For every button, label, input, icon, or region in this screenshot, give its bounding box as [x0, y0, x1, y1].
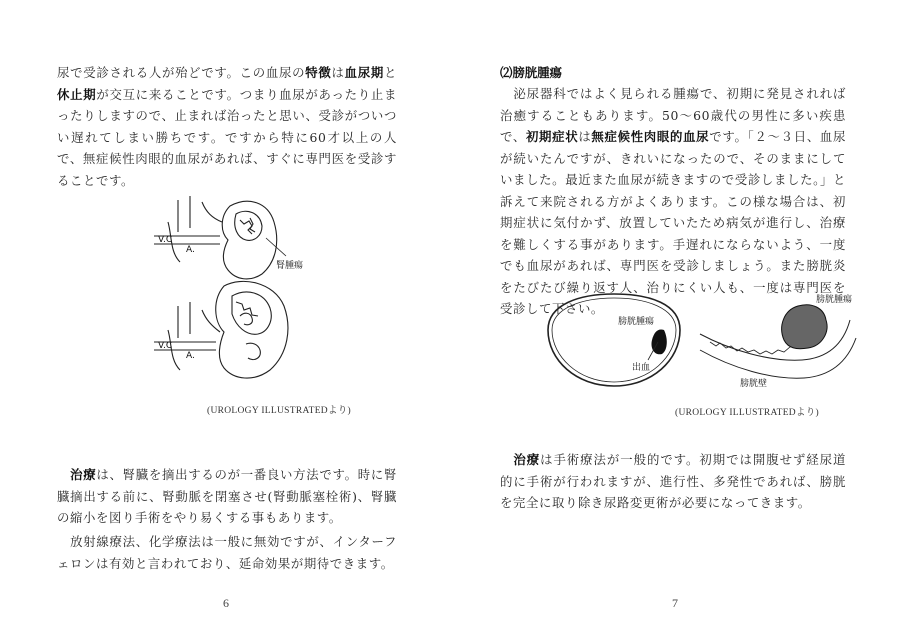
body-text-2: は	[578, 129, 592, 144]
body-text-1: 泌尿器科ではよく見られる腫瘍で、初期に発見されれば治癒することもあります。50～60歳代の男性に多い疾患で、	[500, 86, 846, 144]
label-bladder-tumor-outer: 膀胱腫瘍	[816, 295, 853, 305]
body-bold-initial-symptom: 初期症状	[525, 129, 579, 144]
right-treatment-paragraph	[500, 449, 846, 514]
right-figure-caption: (UROLOGY ILLUSTRATEDより)	[675, 408, 820, 418]
left-treatment-paragraph	[57, 464, 397, 529]
label-vc-bottom: V.C	[158, 341, 173, 351]
body-text-3: です。「２～３日、血尿が続いたんですが、きれいになったので、そのままにしていました。最近また血尿が続きますので受診しました。」と訴えて来院される方がよくあります。この様な場合は、初期症状に気付かず、放置していたため病気が進行し、治療を難しくする事があります。手遅れにならないよう、一度でも血尿があれば、専門医を受診しましょう。また膀胱炎をたびたび繰り返す人、治りにくい人も、一度は専門医を受診して下さい。	[500, 129, 846, 316]
label-bleeding: 出血	[632, 363, 651, 373]
left-intro-paragraph	[57, 62, 397, 191]
body-bold-asymptomatic-hematuria: 無症候性肉眼的血尿	[591, 129, 710, 144]
bladder-tumor-illustration	[540, 290, 860, 390]
left-figure-caption: (UROLOGY ILLUSTRATEDより)	[207, 406, 352, 416]
right-body-paragraph	[500, 83, 846, 320]
tumor-pointer-line	[266, 238, 286, 256]
kidney-tumor-illustration	[150, 192, 310, 392]
upper-kidney-drawing	[154, 196, 277, 279]
treatment-bold-right: 治療	[513, 452, 541, 467]
label-vc-top: V.C	[158, 235, 173, 245]
intro-text-1: 尿で受診される人が殆どです。この血尿の	[57, 65, 306, 80]
left-radiation-paragraph	[57, 531, 397, 574]
intro-text-4: が交互に来ることです。つまり血尿があったり止まったりしますので、止まれば治ったと思い、受診がついつい遅れてしまい勝ちです。ですから特に60才以上の人で、無症候性肉眼的血尿があれば、すぐに専門医を受診することです。	[57, 86, 397, 188]
lower-kidney-drawing	[154, 281, 288, 378]
label-kidney-tumor: 腎腫瘍	[276, 261, 304, 271]
section-heading-bladder-tumor: ⑵膀胱腫瘍	[500, 65, 562, 80]
intro-text-3: と	[384, 65, 397, 80]
label-a-top: A.	[186, 245, 195, 255]
page-number-left: 6	[223, 596, 229, 610]
bladder-wall-drawing	[700, 320, 856, 378]
intro-text-2: は	[331, 65, 345, 80]
treatment-bold-left: 治療	[70, 467, 97, 482]
label-bladder-tumor-inner: 膀胱腫瘍	[618, 317, 655, 327]
page-number-right: 7	[672, 596, 678, 610]
intro-bold-hematuria-period: 血尿期	[344, 65, 384, 80]
radiation-text: 放射線療法、化学療法は一般に無効ですが、インターフェロンは有効と言われており、延命効果が期待できます。	[57, 534, 397, 571]
treatment-text-right: は手術療法が一般的です。初期では開腹せず経尿道的に手術が行われますが、進行性、多発性であれば、膀胱を完全に取り除き尿路変更術が必要になってきます。	[500, 452, 846, 510]
label-bladder-wall: 膀胱壁	[740, 379, 768, 389]
right-page	[450, 0, 900, 636]
tumor-mass-inner	[651, 329, 666, 354]
tumor-mass-outer	[782, 305, 827, 349]
intro-bold-feature: 特徴	[305, 65, 332, 80]
treatment-text-left: は、腎臓を摘出するのが一番良い方法です。時に腎臓摘出する前に、腎動脈を閉塞させ(腎動脈塞栓術)、腎臓の縮小を図り手術をやり易くする事もあります。	[57, 467, 397, 525]
label-a-bottom: A.	[186, 351, 195, 361]
intro-bold-rest-period: 休止期	[57, 86, 97, 102]
